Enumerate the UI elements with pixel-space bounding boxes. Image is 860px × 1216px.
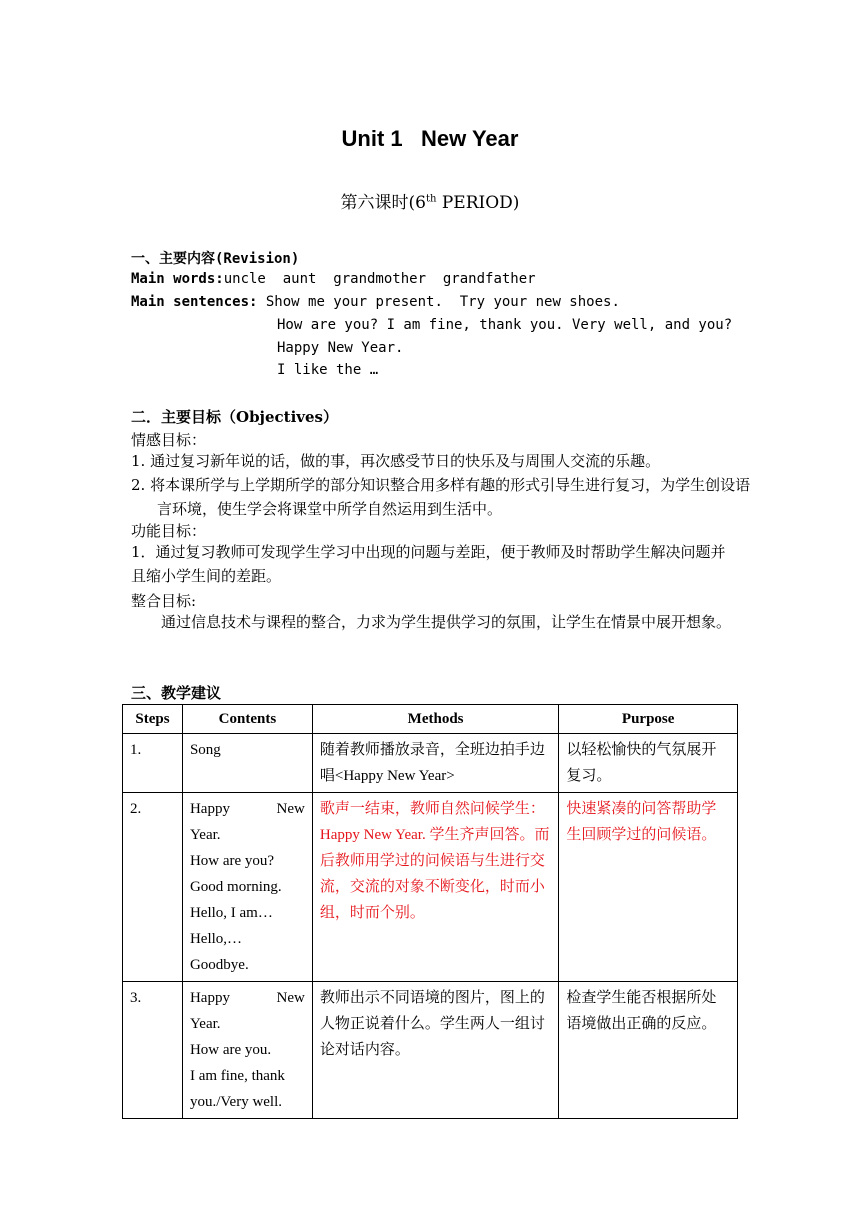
integration-label: 整合目标: (131, 592, 197, 610)
header-purpose: Purpose (559, 705, 738, 734)
row3-content-line: I am fine, thank (189, 1068, 285, 1084)
function-item-1: 1．通过复习教师可发现学生学习中出现的问题与差距，便于教师及时帮助学生解决问题并且缩小学生间的差距。 (131, 543, 726, 585)
row3-content-first-line (190, 985, 305, 1011)
row3-content-line: How are you. (189, 1042, 272, 1058)
table-row (123, 793, 738, 982)
row3-word-1: Happy (189, 990, 230, 1006)
table-row (123, 734, 738, 793)
row3-content-line: Year. (189, 1016, 221, 1032)
row1-purpose: 以轻松愉快的气氛展开复习。 (559, 734, 738, 793)
row2-content-line: Goodbye. (189, 957, 249, 973)
row3-purpose: 检查学生能否根据所处语境做出正确的反应。 (559, 982, 738, 1119)
integration-text: 通过信息技术与课程的整合，力求为学生提供学习的氛围，让学生在情景中展开想象。 (161, 613, 732, 631)
row1-step: 1. (123, 734, 183, 793)
header-methods: Methods (312, 705, 558, 734)
row2-purpose: 快速紧凑的问答帮助学生回顾学过的问候语。 (559, 793, 738, 982)
header-contents: Contents (182, 705, 312, 734)
row2-content-line: Hello, I am… (189, 905, 273, 921)
section2-heading: 二．主要目标（Objectives） (131, 408, 338, 426)
page-title: Unit 1 New Year (341, 126, 519, 151)
row2-content-line: Hello,… (189, 931, 243, 947)
row2-content-line: How are you? (189, 853, 275, 869)
row1-methods: 随着教师播放录音，全班边拍手边唱<Happy New Year> (312, 734, 558, 793)
main-sentences-line (131, 294, 620, 310)
page-subtitle (0, 188, 860, 213)
sentence-4: I like the … (277, 362, 379, 378)
sentence-1: Show me your present. Try your new shoes. (265, 294, 620, 310)
row2-content-line: Year. (189, 827, 221, 843)
subtitle-prefix: 第六课时(6 (340, 193, 426, 213)
row3-content-line: you./Very well. (189, 1094, 283, 1110)
function-label: 功能目标： (131, 522, 207, 540)
main-sentences-label: Main sentences: (131, 294, 258, 310)
main-words-label: Main words: (131, 271, 224, 287)
main-words-line (131, 271, 536, 287)
row2-methods: 歌声一结束，教师自然问候学生：Happy New Year. 学生齐声回答。而后教师用学过的问候语与生进行交流，交流的对象不断变化，时而小组，时而个别。 (312, 793, 558, 982)
row2-word-2: New (276, 801, 305, 817)
section3-heading: 三、教学建议 (131, 684, 222, 702)
main-words-value: uncle aunt grandmother grandfather (223, 271, 536, 287)
row3-word-2: New (276, 990, 305, 1006)
row3-step: 3. (123, 982, 183, 1119)
section1-heading: 一、主要内容(Revision) (131, 251, 300, 267)
row2-content-first-line (190, 796, 305, 822)
row3-contents (182, 982, 312, 1119)
subtitle-sup: th (426, 193, 437, 205)
emotion-label: 情感目标： (131, 431, 207, 449)
row1-content-line: Song (189, 742, 221, 758)
row2-step: 2. (123, 793, 183, 982)
header-steps: Steps (123, 705, 183, 734)
row2-word-1: Happy (189, 801, 230, 817)
subtitle-suffix: PERIOD) (436, 193, 520, 213)
row2-content-line: Good morning. (189, 879, 282, 895)
emotion-item-1: 1. 通过复习新年说的话，做的事，再次感受节日的快乐及与周围人交流的乐趣。 (131, 452, 661, 470)
teaching-plan-table (122, 704, 738, 1119)
emotion-item-2: 2. 将本课所学与上学期所学的部分知识整合用多样有趣的形式引导生进行复习，为学生创设语言环境，使生学会将课堂中所学自然运用到生活中。 (131, 476, 751, 518)
row1-contents (182, 734, 312, 793)
table-header-row (123, 705, 738, 734)
row2-contents (182, 793, 312, 982)
sentence-3: Happy New Year. (277, 340, 404, 356)
row3-methods: 教师出示不同语境的图片，图上的人物正说着什么。学生两人一组讨论对话内容。 (312, 982, 558, 1119)
table-row (123, 982, 738, 1119)
sentence-2: How are you? I am fine, thank you. Very well, and you? (277, 317, 733, 333)
